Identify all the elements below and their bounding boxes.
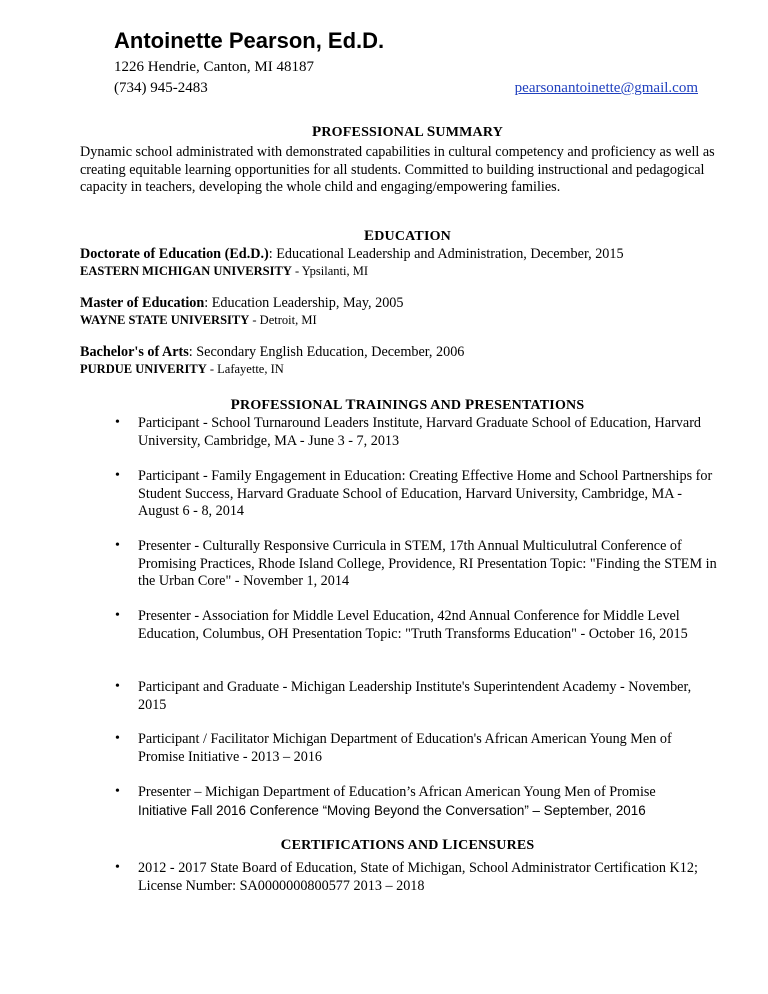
bullet-icon: • — [115, 679, 120, 694]
list-item-line: Presenter – Michigan Department of Education’s African American Young Men of Promise — [138, 784, 656, 800]
bullet-icon: • — [115, 468, 120, 483]
education-heading: EDUCATION — [363, 228, 451, 244]
phone-number: (734) 945-2483 — [114, 80, 208, 96]
list-item-line: Initiative Fall 2016 Conference “Moving Beyond the Conversation” – September, 2016 — [138, 803, 646, 818]
degree-line: Doctorate of Education (Ed.D.): Educational Leadership and Administration, December, 2015 — [80, 246, 624, 262]
list-item: Participant and Graduate - Michigan Leadership Institute's Superintendent Academy - November, 2015 — [138, 679, 692, 713]
school-line: WAYNE STATE UNIVERSITY - Detroit, MI — [80, 313, 317, 327]
list-item: 2012 - 2017 State Board of Education, State of Michigan, School Administrator Certification K12; License Number: SA0000000800577 2013 – 2018 — [138, 860, 698, 894]
school-line: PURDUE UNIVERITY - Lafayette, IN — [80, 362, 284, 376]
degree-line: Bachelor's of Arts: Secondary English Education, December, 2006 — [80, 344, 465, 360]
certifications-heading: CERTIFICATIONS AND LICENSURES — [280, 837, 535, 853]
address: 1226 Hendrie, Canton, MI 48187 — [114, 59, 314, 75]
list-item: Participant - School Turnaround Leaders Institute, Harvard Graduate School of Education, Harvard University, Cambridge, MA - June 3 - 7, 2013 — [138, 415, 702, 449]
list-item: Presenter - Culturally Responsive Curricula in STEM, 17th Annual Multiculutral Conference of Promising Practices, Rhode Island College, Providence, RI Presentation Topic: "Finding the STEM in the Urban Core" - November 1, 2014 — [138, 538, 717, 589]
bullet-icon: • — [115, 860, 120, 875]
school-line: EASTERN MICHIGAN UNIVERSITY - Ypsilanti, MI — [80, 264, 369, 278]
applicant-name: Antoinette Pearson, Ed.D. — [114, 28, 385, 53]
list-item: Participant / Facilitator Michigan Department of Education's African American Young Men of Promise Initiative - 2013 – 2016 — [138, 731, 672, 765]
bullet-icon: • — [115, 415, 120, 430]
bullet-icon: • — [115, 538, 120, 553]
list-item: Participant - Family Engagement in Education: Creating Effective Home and School Partnerships for Student Success, Harvard Graduate School of Education, Harvard University, Cambridge, MA - August 6 - 8, 2014 — [138, 468, 713, 519]
list-item: Presenter - Association for Middle Level Education, 42nd Annual Conference for Middle Level Education, Columbus, OH Presentation Topic: "Truth Transforms Education" - October 16, 2015 — [138, 608, 688, 642]
bullet-icon: • — [115, 731, 120, 746]
summary-heading: PROFESSIONAL SUMMARY — [312, 124, 503, 140]
trainings-heading: PROFESSIONAL TRAININGS AND PRESENTATIONS — [230, 397, 585, 413]
bullet-icon: • — [115, 608, 120, 623]
email-link[interactable]: pearsonantoinette@gmail.com — [514, 80, 698, 96]
degree-line: Master of Education: Education Leadership, May, 2005 — [80, 295, 404, 311]
bullet-icon: • — [115, 784, 120, 799]
summary-text: Dynamic school administrated with demonstrated capabilities in cultural competency and proficiency as well as creating equitable learning opportunities for all students. Committed to building instructional and pedagogical capacity in teachers, developing the whole child and engaging/empowering families. — [80, 144, 715, 195]
